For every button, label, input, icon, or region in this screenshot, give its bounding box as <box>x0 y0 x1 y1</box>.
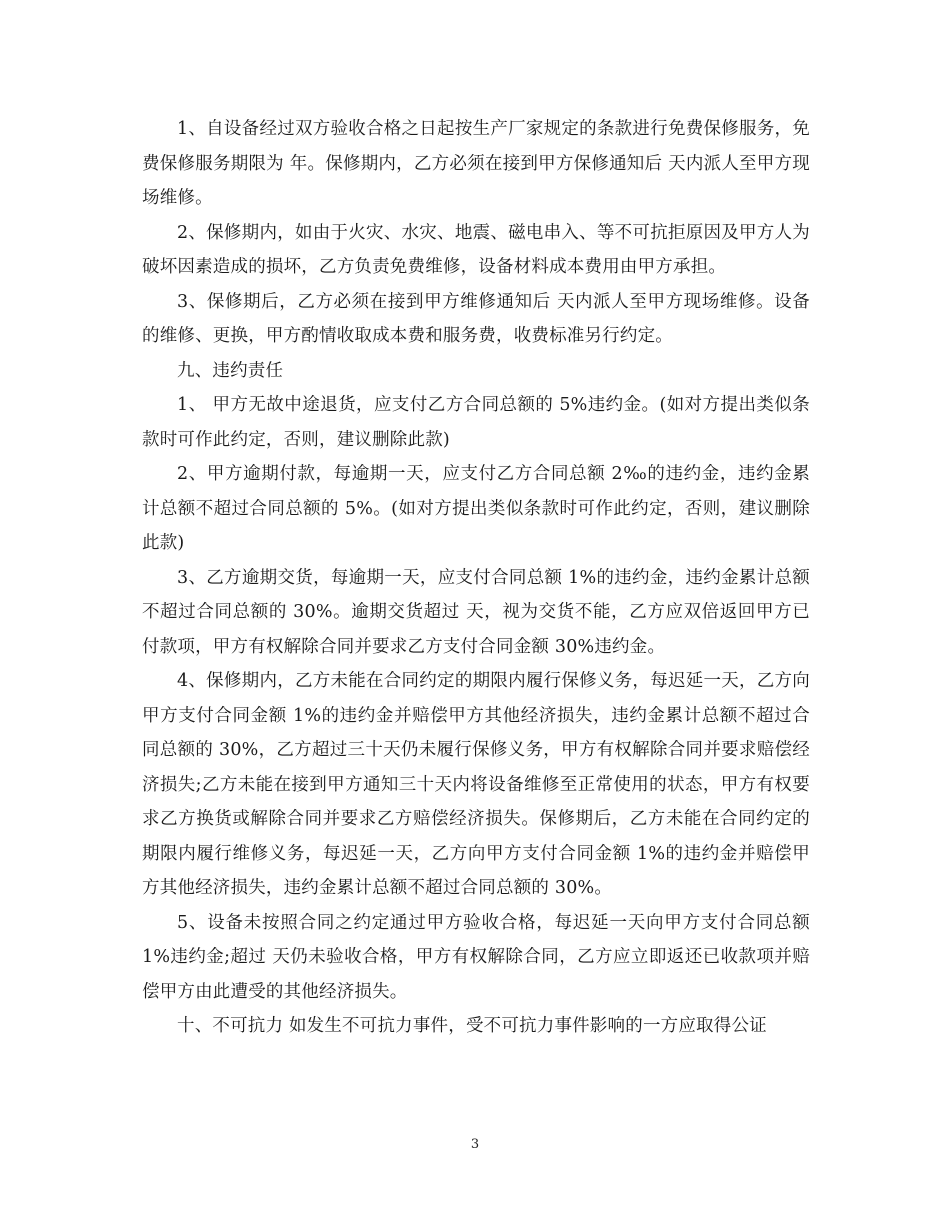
paragraph-breach-4: 4、保修期内，乙方未能在合同约定的期限内履行保修义务，每迟延一天，乙方向甲方支付合同金额 1%的违约金并赔偿甲方其他经济损失，违约金累计总额不超过合同总额的 30%，乙方超过三十天仍未履行保修义务，甲方有权解除合同并要求赔偿经济损失;乙方未能在接到甲方通知三十天内将设备维修至正常使用的状态，甲方有权要求乙方换货或解除合同并要求乙方赔偿经济损失。保修期后，乙方未能在合同约定的期限内履行维修义务，每迟延一天，乙方向甲方支付合同金额 1%的违约金并赔偿甲方其他经济损失，违约金累计总额不超过合同总额的 30%。 <box>142 671 810 898</box>
document-body <box>142 112 810 1044</box>
page-number: 3 <box>470 1137 480 1152</box>
section-heading-breach: 九、违约责任 <box>177 360 284 381</box>
paragraph-breach-5: 5、设备未按照合同之约定通过甲方验收合格，每迟延一天向甲方支付合同总额 1%违约金;超过 天仍未验收合格，甲方有权解除合同，乙方应立即返还已收款项并赔偿甲方由此遭受的其他经济损失。 <box>142 912 810 1002</box>
paragraph-force-majeure: 十、不可抗力 如发生不可抗力事件，受不可抗力事件影响的一方应取得公证 <box>177 1016 767 1036</box>
paragraph-breach-1: 1、 甲方无故中途退货，应支付乙方合同总额的 5%违约金。(如对方提出类似条款时可作此约定，否则，建议删除此款) <box>142 395 810 450</box>
paragraph-warranty-1: 1、自设备经过双方验收合格之日起按生产厂家规定的条款进行免费保修服务，免费保修服务期限为 年。保修期内，乙方必须在接到甲方保修通知后 天内派人至甲方现场维修。 <box>142 119 810 208</box>
paragraph-warranty-2: 2、保修期内，如由于火灾、水灾、地震、磁电串入、等不可抗拒原因及甲方人为破坏因素造成的损坏，乙方负责免费维修，设备材料成本费用由甲方承担。 <box>142 222 810 277</box>
paragraph-breach-3: 3、乙方逾期交货，每逾期一天，应支付合同总额 1%的违约金，违约金累计总额不超过合同总额的 30%。逾期交货超过 天，视为交货不能，乙方应双倍返回甲方已付款项，甲方有权解除合同并要求乙方支付合同金额 30%违约金。 <box>142 567 810 657</box>
paragraph-warranty-3: 3、保修期后，乙方必须在接到甲方维修通知后 天内派人至甲方现场维修。设备的维修、更换，甲方酌情收取成本费和服务费，收费标准另行约定。 <box>142 291 810 346</box>
paragraph-breach-2: 2、甲方逾期付款，每逾期一天，应支付乙方合同总额 2‰的违约金，违约金累计总额不超过合同总额的 5%。(如对方提出类似条款时可作此约定，否则，建议删除此款) <box>142 464 810 553</box>
